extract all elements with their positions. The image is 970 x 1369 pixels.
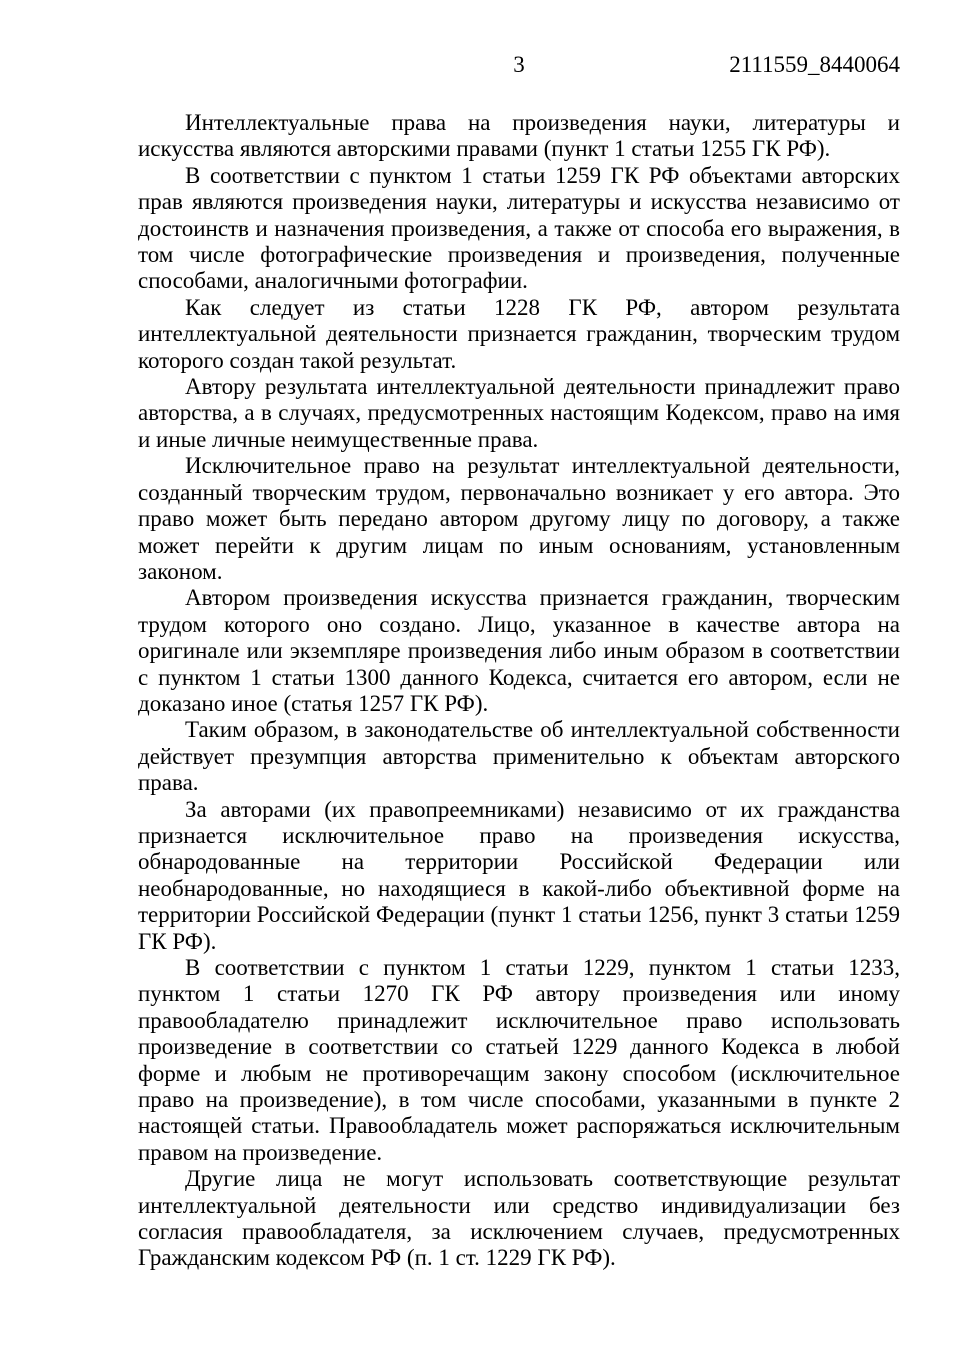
page-number: 3	[513, 52, 525, 77]
paragraph: Таким образом, в законодательстве об интеллектуальной собственности действует презумпция авторства применительно к объектам авторского права.	[138, 717, 900, 796]
paragraph: Другие лица не могут использовать соответствующие результат интеллектуальной деятельности или средство индивидуализации без согласия правообладателя, за исключением случаев, предусмотренных Гражданским кодексом РФ (п. 1 ст. 1229 ГК РФ).	[138, 1166, 900, 1271]
paragraph: В соответствии с пунктом 1 статьи 1229, пунктом 1 статьи 1233, пунктом 1 статьи 1270 ГК РФ автору произведения или иному правообладателю принадлежит исключительное право использовать произведение в соответствии со статьей 1229 данного Кодекса в любой форме и любым не противоречащим закону способом (исключительное право на произведение), в том числе способами, указанными в пункте 2 настоящей статьи. Правообладатель может распоряжаться исключительным правом на произведение.	[138, 955, 900, 1165]
paragraph: В соответствии с пунктом 1 статьи 1259 ГК РФ объектами авторских прав являются произведения науки, литературы и искусства независимо от достоинств и назначения произведения, а также от способа его выражения, в том числе фотографические произведения и произведения, полученные способами, аналогичными фотографии.	[138, 162, 900, 294]
paragraph: Автору результата интеллектуальной деятельности принадлежит право авторства, а в случаях, предусмотренных настоящим Кодексом, право на имя и иные личные неимущественные права.	[138, 374, 900, 452]
page-header	[138, 52, 900, 79]
paragraph: Интеллектуальные права на произведения науки, литературы и искусства являются авторскими правами (пункт 1 статьи 1255 ГК РФ).	[138, 110, 900, 162]
paragraph: Как следует из статьи 1228 ГК РФ, автором результата интеллектуальной деятельности признается гражданин, творческим трудом которого создан такой результат.	[138, 294, 900, 373]
document-id: 2111559_8440064	[729, 52, 900, 77]
document-body	[138, 110, 900, 1272]
paragraph: Автором произведения искусства признается гражданин, творческим трудом которого оно создано. Лицо, указанное в качестве автора на оригинале или экземпляре произведения либо иным образом в соответствии с пунктом 1 статьи 1300 данного Кодекса, считается его автором, если не доказано иное (статья 1257 ГК РФ).	[138, 585, 900, 716]
paragraph: Исключительное право на результат интеллектуальной деятельности, созданный творческим трудом, первоначально возникает у его автора. Это право может быть передано автором другому лицу по договору, а также может перейти к другим лицам по иным основаниям, установленным законом.	[138, 453, 900, 584]
paragraph: За авторами (их правопреемниками) независимо от их гражданства признается исключительное право на произведения искусства, обнародованные на территории Российской Федерации или необнародованные, но находящиеся в какой-либо объективной форме на территории Российской Федерации (пункт 1 статьи 1256, пункт 3 статьи 1259 ГК РФ).	[138, 796, 900, 954]
